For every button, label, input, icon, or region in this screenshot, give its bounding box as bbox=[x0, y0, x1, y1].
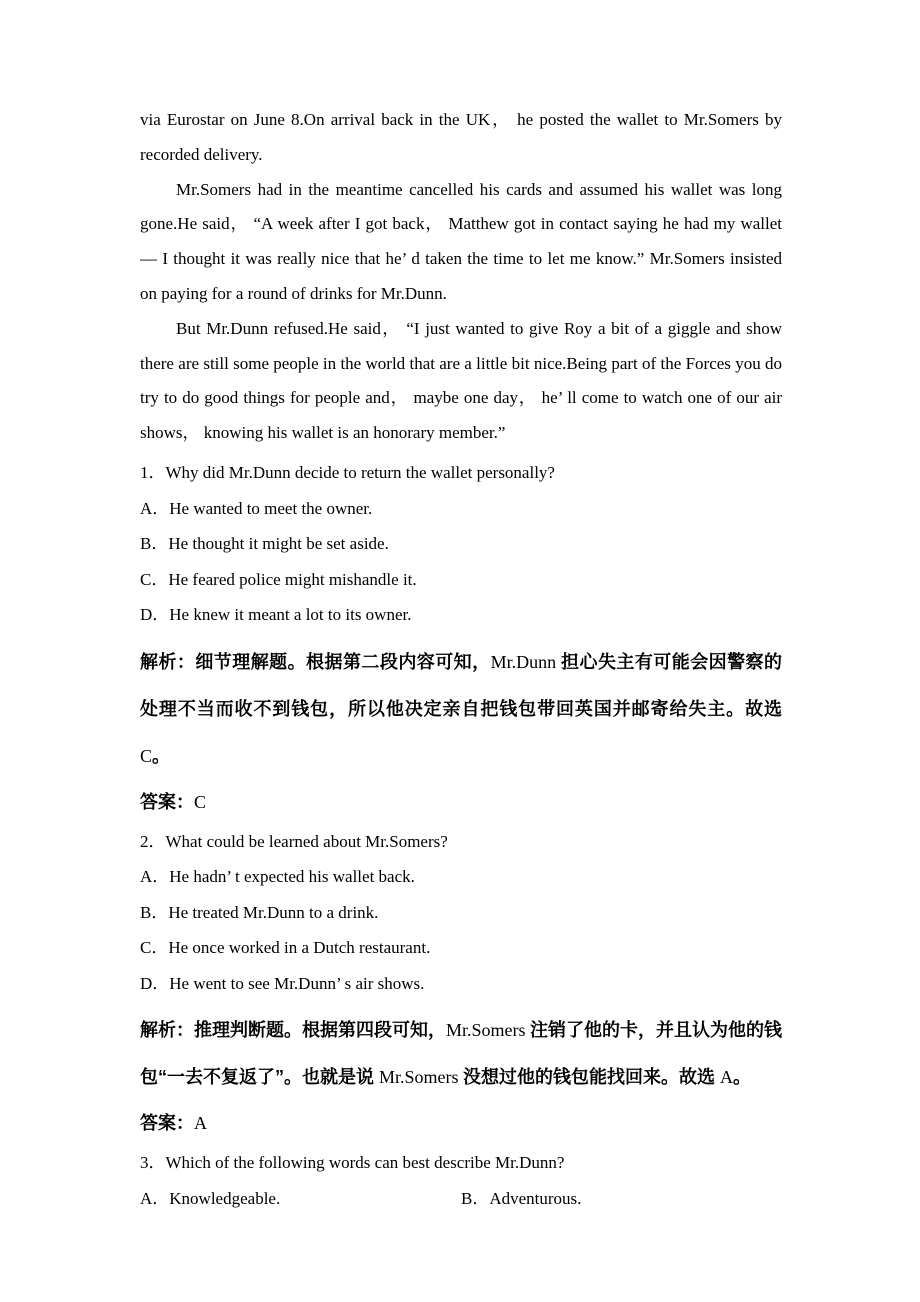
question-option: D．He went to see Mr.Dunn’ s air shows. bbox=[140, 973, 425, 993]
analysis-segment: Mr.Somers bbox=[379, 1067, 464, 1087]
analysis-segment: 。 bbox=[733, 1067, 752, 1087]
question-stem: 3．Which of the following words can best describe Mr.Dunn? bbox=[140, 1153, 565, 1172]
question-option: B．He thought it might be set aside. bbox=[140, 534, 389, 553]
passage-paragraph: via Eurostar on June 8.On arrival back in the UK， he posted the wallet to Mr.Somers by recorded delivery. bbox=[140, 110, 782, 164]
question-option: D．He knew it meant a lot to its owner. bbox=[140, 605, 412, 624]
question-option: A．Knowledgeable. bbox=[140, 1188, 281, 1208]
question-option: C．He once worked in a Dutch restaurant. bbox=[140, 938, 431, 957]
answer-line bbox=[140, 784, 782, 820]
passage-paragraph: Mr.Somers had in the meantime cancelled his cards and assumed his wallet was long gone.He said， “A week after I got back， Matthew got in contact saying he had my wallet — I thought it was really nice that he’ d taken the time to let me know.” Mr.Somers insisted on paying for a round of drinks for Mr.Dunn. bbox=[140, 179, 782, 303]
analysis-text bbox=[140, 639, 782, 780]
question-option: C．He feared police might mishandle it. bbox=[140, 569, 417, 589]
analysis-segment: 解析：细节理解题。根据第二段内容可知， bbox=[140, 651, 491, 672]
analysis-segment: 没想过他的钱包能找回来。故选 bbox=[463, 1067, 721, 1087]
question-option: B．He treated Mr.Dunn to a drink. bbox=[140, 902, 379, 922]
answer-label: 答案： bbox=[140, 791, 194, 812]
analysis-segment: A bbox=[720, 1067, 734, 1087]
question-option: A．He hadn’ t expected his wallet back. bbox=[140, 867, 415, 886]
answer-value: C bbox=[194, 791, 207, 812]
analysis-segment: C bbox=[140, 745, 153, 766]
question-option: A．He wanted to meet the owner. bbox=[140, 498, 373, 518]
question-options bbox=[140, 1181, 782, 1217]
analysis-text bbox=[140, 1007, 782, 1101]
analysis-segment: 注销了他的卡，并且认为他的钱包“一去不复返了”。也就是说 bbox=[140, 1020, 783, 1087]
question-options bbox=[140, 491, 782, 633]
question-option: B．Adventurous. bbox=[461, 1188, 582, 1208]
answer-line bbox=[140, 1105, 782, 1141]
question-options bbox=[140, 859, 782, 1001]
question-block bbox=[140, 1145, 782, 1216]
analysis-segment: Mr.Somers bbox=[446, 1020, 531, 1040]
analysis-segment: 解析：推理判断题。根据第四段可知， bbox=[140, 1020, 446, 1040]
question-stem: 2．What could be learned about Mr.Somers? bbox=[140, 831, 448, 851]
passage-paragraph: But Mr.Dunn refused.He said， “I just wanted to give Roy a bit of a giggle and show there are still some people in the world that are a little bit nice.Being part of the Forces you do try to do good things for people and， maybe one day， he’ ll come to watch one of our air shows， knowing his wallet is an honorary member.” bbox=[140, 318, 782, 443]
analysis-segment: 担心失主有可能会因警察的处理不当而收不到钱包，所以他决定亲自把钱包带回英国并邮寄给失主。故选 bbox=[140, 651, 783, 719]
answer-value: A bbox=[194, 1113, 207, 1133]
questions-section bbox=[140, 455, 782, 1216]
reading-passage bbox=[140, 103, 782, 451]
analysis-segment: Mr.Dunn bbox=[490, 651, 562, 672]
question-block bbox=[140, 824, 782, 1142]
question-stem: 1．Why did Mr.Dunn decide to return the wallet personally? bbox=[140, 463, 555, 482]
answer-label: 答案： bbox=[140, 1113, 194, 1133]
analysis-segment: 。 bbox=[152, 745, 171, 766]
question-block bbox=[140, 455, 782, 820]
